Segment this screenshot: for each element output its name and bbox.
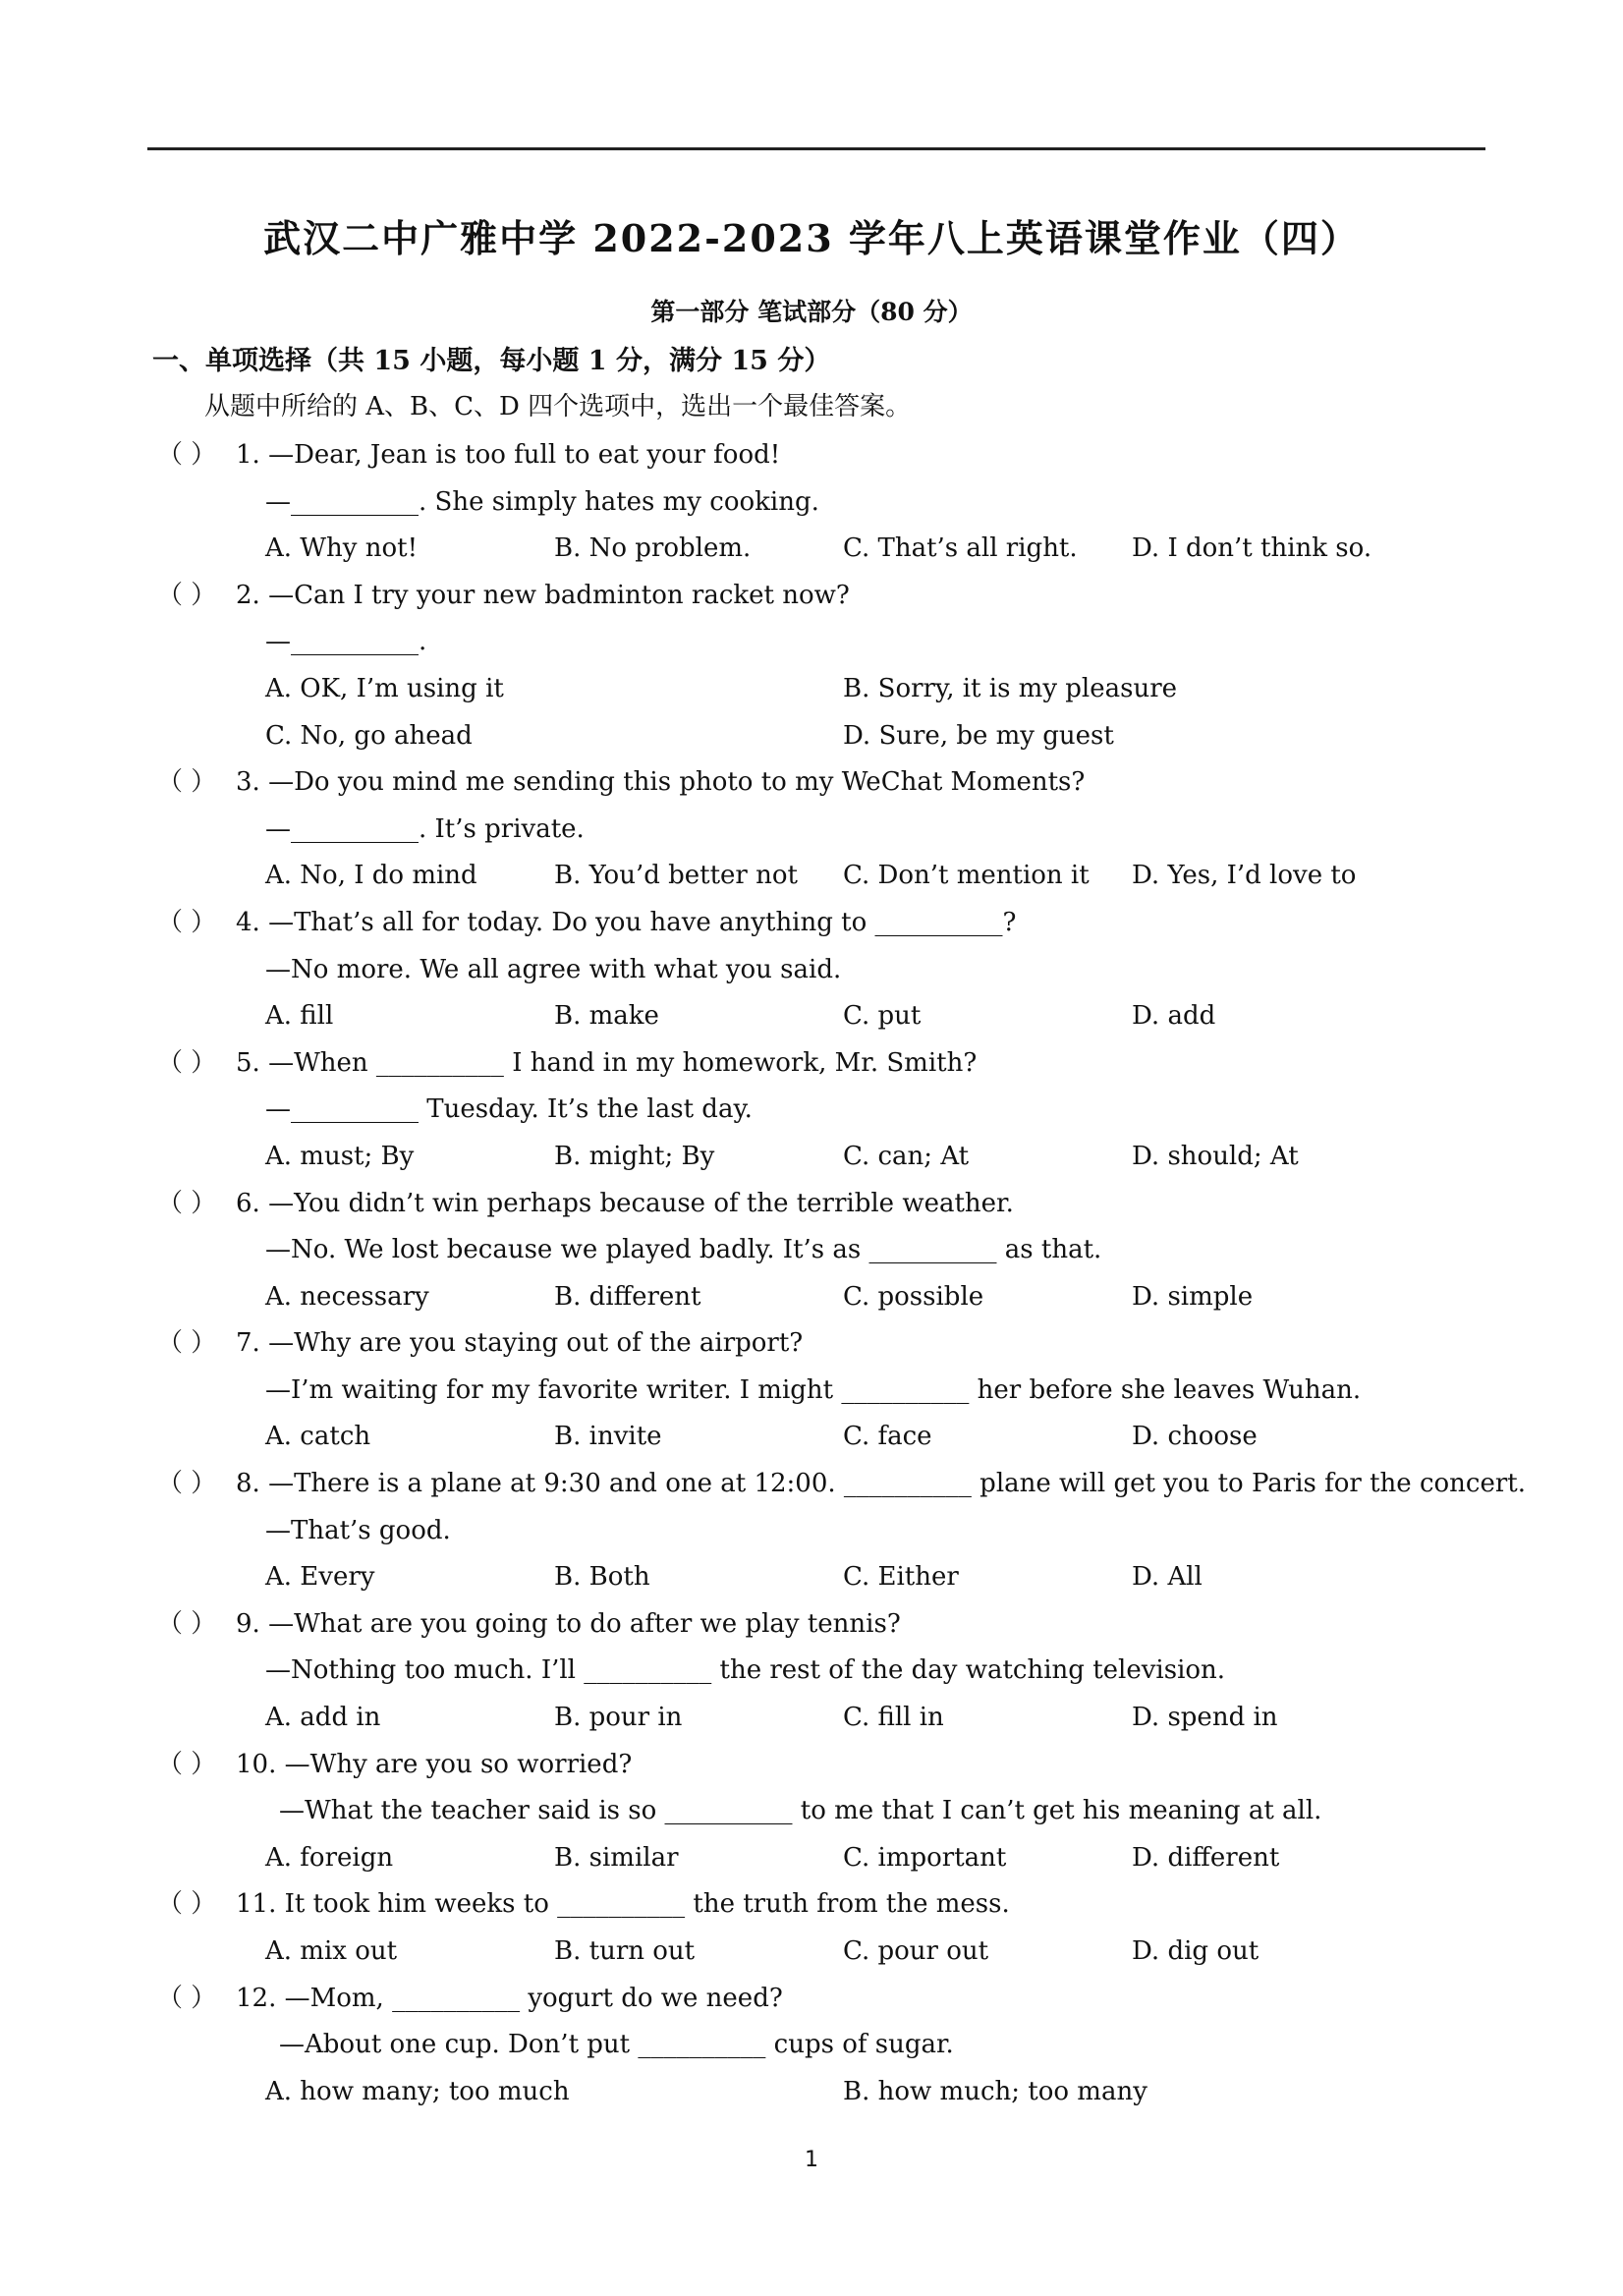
option-c: C. That’s all right. <box>843 533 1078 564</box>
question-3 <box>157 759 1513 900</box>
option-d: D. different <box>1132 1842 1280 1873</box>
answer-paren[interactable]: （ ） <box>157 1608 217 1639</box>
option-a: A. Why not! <box>265 533 419 564</box>
options-row <box>157 2069 1513 2116</box>
page-number: 1 <box>805 2148 818 2172</box>
option-c: C. face <box>843 1422 932 1452</box>
answer-paren[interactable]: （ ） <box>157 580 217 610</box>
option-d: D. simple <box>1132 1281 1254 1312</box>
question-reply: —No more. We all agree with what you said. <box>265 954 842 984</box>
option-b: B. invite <box>554 1422 662 1452</box>
option-a: A. fill <box>265 1001 334 1032</box>
options-row <box>157 1695 1513 1742</box>
option-c: C. Either <box>843 1562 959 1593</box>
option-d: D. spend in <box>1132 1703 1278 1733</box>
options-row <box>157 526 1513 573</box>
option-c: C. important <box>843 1842 1007 1873</box>
option-a: A. how many; too much <box>265 2076 570 2106</box>
option-b: B. You’d better not <box>554 861 798 891</box>
option-b: B. make <box>554 1001 659 1032</box>
option-b: B. similar <box>554 1842 679 1873</box>
question-stem: 6. —You didn’t win perhaps because of the terrible weather. <box>236 1188 1014 1218</box>
section-instruction: 从题中所给的 A、B、C、D 四个选项中，选出一个最佳答案。 <box>204 392 912 421</box>
options-row <box>157 1929 1513 1976</box>
question-stem: 12. —Mom, __________ yogurt do we need? <box>236 1983 783 2013</box>
option-b: B. pour in <box>554 1703 683 1733</box>
question-reply: —__________. <box>265 627 427 657</box>
answer-paren[interactable]: （ ） <box>157 1983 217 2013</box>
question-stem: 1. —Dear, Jean is too full to eat your food! <box>236 440 781 470</box>
answer-paren[interactable]: （ ） <box>157 907 217 937</box>
options-row <box>157 853 1513 900</box>
question-stem: 4. —That’s all for today. Do you have anything to __________? <box>236 907 1017 937</box>
options-row <box>157 1835 1513 1882</box>
options-row <box>157 666 1513 713</box>
question-reply: —What the teacher said is so __________ to me that I can’t get his meaning at all. <box>279 1796 1322 1826</box>
question-reply: —__________. It’s private. <box>265 813 585 844</box>
question-11 <box>157 1881 1513 1975</box>
options-row <box>157 1274 1513 1321</box>
option-a: A. necessary <box>265 1281 429 1312</box>
answer-paren[interactable]: （ ） <box>157 1328 217 1359</box>
question-reply: —__________ Tuesday. It’s the last day. <box>265 1094 753 1125</box>
question-reply: —__________. She simply hates my cooking. <box>265 486 819 517</box>
question-reply: —That’s good. <box>265 1515 451 1545</box>
question-stem: 9. —What are you going to do after we play tennis? <box>236 1608 901 1639</box>
question-8 <box>157 1461 1526 1601</box>
option-d: D. add <box>1132 1001 1216 1032</box>
answer-paren[interactable]: （ ） <box>157 1047 217 1078</box>
option-b: B. different <box>554 1281 701 1312</box>
question-stem: 7. —Why are you staying out of the airport? <box>236 1328 804 1359</box>
option-a: A. catch <box>265 1422 371 1452</box>
question-stem: 2. —Can I try your new badminton racket now? <box>236 580 850 610</box>
option-d: D. should; At <box>1132 1141 1299 1171</box>
options-row <box>157 1554 1513 1601</box>
answer-paren[interactable]: （ ） <box>157 767 217 798</box>
option-d: D. All <box>1132 1562 1203 1593</box>
question-stem: 8. —There is a plane at 9:30 and one at 12:00. __________ plane will get you to Paris for the concert. <box>236 1469 1526 1499</box>
section-heading: 一、单项选择（共 15 小题，每小题 1 分，满分 15 分） <box>152 346 831 376</box>
option-a: A. No, I do mind <box>265 861 477 891</box>
option-c: C. No, go ahead <box>265 720 473 751</box>
option-a: A. OK, I’m using it <box>265 673 504 703</box>
option-a: A. foreign <box>265 1842 394 1873</box>
question-9 <box>157 1601 1513 1742</box>
question-12 <box>157 1976 1513 2116</box>
option-b: B. turn out <box>554 1936 696 1966</box>
option-b: B. No problem. <box>554 533 752 564</box>
option-c: C. fill in <box>843 1703 944 1733</box>
option-a: A. add in <box>265 1703 381 1733</box>
option-b: B. how much; too many <box>843 2076 1147 2106</box>
option-d: D. choose <box>1132 1422 1258 1452</box>
answer-paren[interactable]: （ ） <box>157 1749 217 1779</box>
part-subtitle: 第一部分 笔试部分（80 分） <box>650 298 973 326</box>
question-4 <box>157 900 1513 1040</box>
option-b: B. Both <box>554 1562 650 1593</box>
answer-paren[interactable]: （ ） <box>157 1188 217 1218</box>
option-b: B. might; By <box>554 1141 715 1171</box>
question-reply: —Nothing too much. I’ll __________ the rest of the day watching television. <box>265 1655 1226 1686</box>
question-reply: —About one cup. Don’t put __________ cups of sugar. <box>279 2030 954 2060</box>
option-c: C. Don’t mention it <box>843 861 1090 891</box>
option-d: D. I don’t think so. <box>1132 533 1372 564</box>
options-row <box>157 1134 1513 1181</box>
question-5 <box>157 1040 1513 1181</box>
option-a: A. Every <box>265 1562 375 1593</box>
option-a: A. mix out <box>265 1936 398 1966</box>
question-7 <box>157 1320 1513 1461</box>
header-rule <box>147 147 1485 150</box>
options-row <box>157 993 1513 1040</box>
option-d: D. Yes, I’d love to <box>1132 861 1357 891</box>
option-a: A. must; By <box>265 1141 415 1171</box>
question-stem: 3. —Do you mind me sending this photo to my WeChat Moments? <box>236 767 1086 798</box>
option-d: D. dig out <box>1132 1936 1259 1966</box>
option-c: C. pour out <box>843 1936 989 1966</box>
options-row <box>157 713 1513 760</box>
question-10 <box>157 1742 1513 1882</box>
question-list <box>157 432 1526 2115</box>
question-stem: 5. —When __________ I hand in my homework, Mr. Smith? <box>236 1047 978 1078</box>
question-6 <box>157 1181 1513 1321</box>
question-reply: —No. We lost because we played badly. It’s as __________ as that. <box>265 1235 1102 1265</box>
option-c: C. possible <box>843 1281 984 1312</box>
answer-paren[interactable]: （ ） <box>157 440 217 470</box>
option-d: D. Sure, be my guest <box>843 720 1114 751</box>
answer-paren[interactable]: （ ） <box>157 1469 217 1499</box>
question-stem: 11. It took him weeks to __________ the truth from the mess. <box>236 1889 1010 1920</box>
question-2 <box>157 573 1513 759</box>
option-c: C. can; At <box>843 1141 970 1171</box>
answer-paren[interactable]: （ ） <box>157 1889 217 1920</box>
option-b: B. Sorry, it is my pleasure <box>843 673 1178 703</box>
options-row <box>157 1414 1513 1461</box>
question-stem: 10. —Why are you so worried? <box>236 1749 633 1779</box>
page-title: 武汉二中广雅中学 2022-2023 学年八上英语课堂作业（四） <box>263 216 1360 260</box>
option-c: C. put <box>843 1001 922 1032</box>
question-reply: —I’m waiting for my favorite writer. I might __________ her before she leaves Wuhan. <box>265 1374 1362 1405</box>
question-1 <box>157 432 1513 573</box>
